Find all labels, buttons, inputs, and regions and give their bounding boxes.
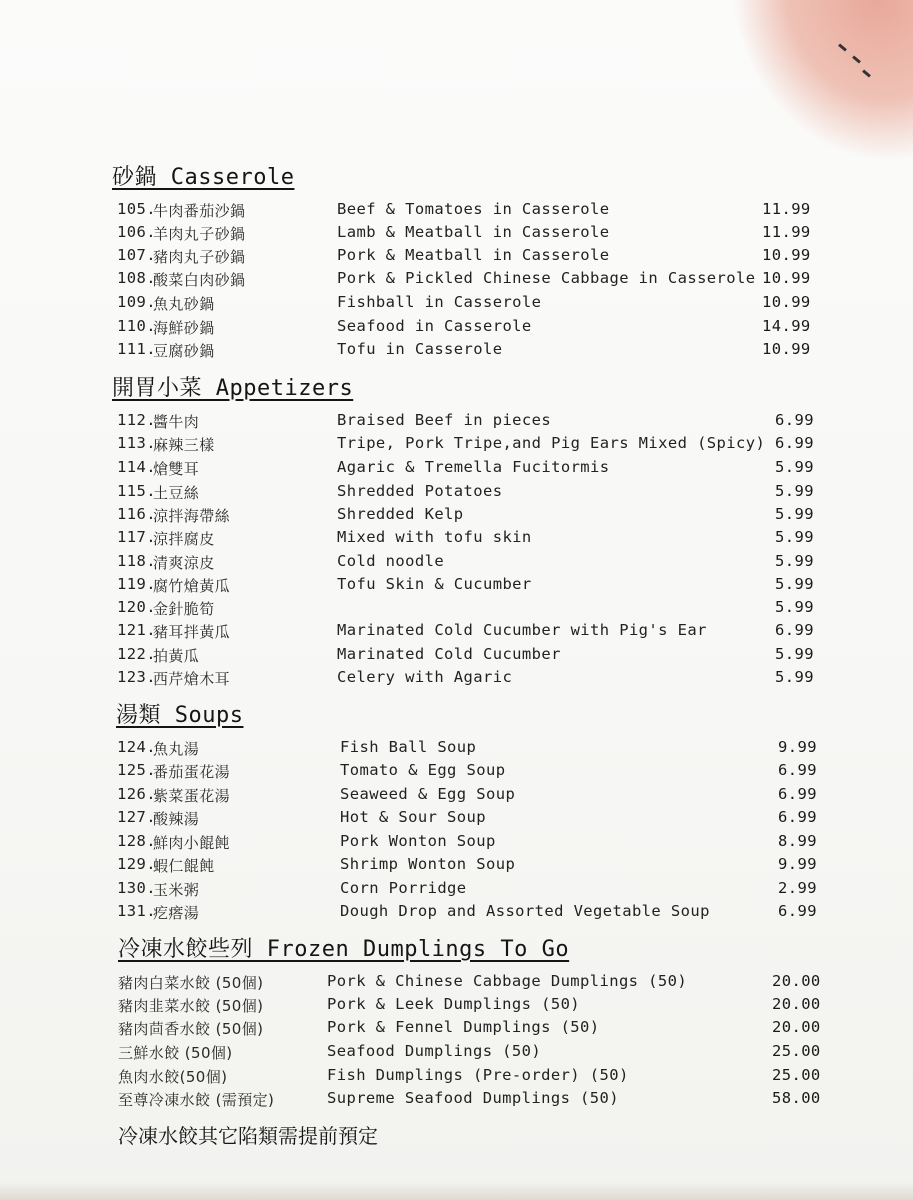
section-title: 湯類 Soups [116,703,244,728]
item-name-chinese: 酸菜白肉砂鍋 [153,271,246,289]
menu-item-row [0,293,913,317]
item-name-english: Hot & Sour Soup [340,808,486,826]
item-name-english: Seafood in Casserole [337,317,532,335]
item-name-chinese: 酸辣湯 [153,810,200,828]
item-price: 58.00 [772,1089,821,1107]
item-name-chinese: 豆腐砂鍋 [153,342,215,360]
item-name-chinese: 麻辣三樣 [153,436,215,454]
menu-item-row [0,200,913,224]
section-title: 砂鍋 Casserole [112,165,295,190]
item-number: 123. [117,668,156,686]
menu-item-row [0,269,913,293]
menu-item-row [0,411,913,435]
item-price: 10.99 [762,246,811,264]
item-number: 119. [117,575,156,593]
item-number: 105. [117,200,156,218]
item-name-chinese: 西芹熗木耳 [153,670,231,688]
item-number: 111. [117,340,156,358]
item-number: 112. [117,411,156,429]
item-name-english: Seafood Dumplings (50) [327,1042,542,1060]
item-name-english: Pork & Meatball in Casserole [337,246,610,264]
item-number: 126. [117,785,156,803]
menu-item-row [0,761,913,785]
item-number: 117. [117,528,156,546]
item-name-chinese: 魚肉水餃(50個) [118,1068,228,1086]
item-name-english: Seaweed & Egg Soup [340,785,516,803]
item-name-chinese: 熗雙耳 [153,460,200,478]
item-price: 14.99 [762,317,811,335]
item-name-chinese: 至尊冷凍水餃 (需預定) [118,1091,275,1109]
item-name-chinese: 豬肉白菜水餃 (50個) [118,974,264,992]
menu-item-row [0,552,913,576]
page-corner-shadow [722,0,913,195]
item-price: 5.99 [775,505,814,523]
menu-item-row [0,855,913,879]
item-price: 6.99 [778,808,817,826]
item-price: 5.99 [775,575,814,593]
menu-item-row [0,808,913,832]
menu-item-row [0,879,913,903]
menu-item-row [0,505,913,529]
item-name-chinese: 羊肉丸子砂鍋 [153,225,246,243]
menu-item-row [0,1089,913,1113]
item-name-english: Fish Dumplings (Pre-order) (50) [327,1066,629,1084]
item-price: 20.00 [772,1018,821,1036]
item-name-english: Tomato & Egg Soup [340,761,506,779]
item-name-chinese: 金針脆筍 [153,600,215,618]
menu-item-row [0,458,913,482]
menu-item-row [0,972,913,996]
item-name-english: Dough Drop and Assorted Vegetable Soup [340,902,710,920]
item-name-english: Cold noodle [337,552,445,570]
menu-item-row [0,621,913,645]
menu-item-row [0,1042,913,1066]
menu-item-row [0,340,913,364]
item-name-chinese: 涼拌腐皮 [153,530,215,548]
item-name-chinese: 醬牛肉 [153,413,200,431]
footer-note: 冷凍水餃其它陷類需提前預定 [118,1124,378,1148]
item-number: 113. [117,434,156,452]
item-number: 107. [117,246,156,264]
item-number: 124. [117,738,156,756]
item-name-english: Pork & Pickled Chinese Cabbage in Casserole [337,269,756,287]
item-price: 20.00 [772,972,821,990]
item-price: 5.99 [775,598,814,616]
item-price: 25.00 [772,1042,821,1060]
item-name-english: Marinated Cold Cucumber with Pig's Ear [337,621,707,639]
item-number: 114. [117,458,156,476]
item-name-english: Fishball in Casserole [337,293,542,311]
item-price: 11.99 [762,200,811,218]
item-number: 115. [117,482,156,500]
item-name-chinese: 魚丸湯 [153,740,200,758]
menu-item-row [0,598,913,622]
item-price: 5.99 [775,482,814,500]
item-price: 20.00 [772,995,821,1013]
item-price: 6.99 [778,761,817,779]
item-name-chinese: 豬肉茴香水餃 (50個) [118,1020,264,1038]
item-name-english: Beef & Tomatoes in Casserole [337,200,610,218]
item-number: 110. [117,317,156,335]
item-name-chinese: 鮮肉小餛飩 [153,834,231,852]
item-name-english: Tofu Skin & Cucumber [337,575,532,593]
item-price: 5.99 [775,552,814,570]
item-number: 116. [117,505,156,523]
menu-item-row [0,1018,913,1042]
menu-item-row [0,995,913,1019]
item-price: 11.99 [762,223,811,241]
item-number: 125. [117,761,156,779]
item-name-english: Braised Beef in pieces [337,411,552,429]
item-number: 109. [117,293,156,311]
item-price: 6.99 [775,434,814,452]
item-number: 128. [117,832,156,850]
item-name-english: Tripe, Pork Tripe,and Pig Ears Mixed (Spicy) [337,434,766,452]
item-name-english: Shrimp Wonton Soup [340,855,516,873]
item-name-english: Lamb & Meatball in Casserole [337,223,610,241]
item-name-english: Tofu in Casserole [337,340,503,358]
item-price: 9.99 [778,738,817,756]
item-name-chinese: 蝦仁餛飩 [153,857,215,875]
item-name-english: Mixed with tofu skin [337,528,532,546]
item-name-chinese: 牛肉番茄沙鍋 [153,202,246,220]
menu-item-row [0,785,913,809]
menu-item-row [0,317,913,341]
item-name-english: Shredded Kelp [337,505,464,523]
page-bottom-edge [0,1182,913,1200]
item-number: 130. [117,879,156,897]
item-price: 6.99 [778,785,817,803]
item-name-english: Corn Porridge [340,879,467,897]
menu-item-row [0,434,913,458]
item-number: 131. [117,902,156,920]
item-number: 108. [117,269,156,287]
item-name-chinese: 玉米粥 [153,881,200,899]
item-name-english: Pork & Chinese Cabbage Dumplings (50) [327,972,688,990]
item-name-chinese: 紫菜蛋花湯 [153,787,231,805]
item-name-english: Pork & Fennel Dumplings (50) [327,1018,600,1036]
menu-item-row [0,738,913,762]
item-name-chinese: 疙瘩湯 [153,904,200,922]
item-name-chinese: 三鮮水餃 (50個) [118,1044,233,1062]
item-name-chinese: 腐竹熗黃瓜 [153,577,231,595]
item-price: 2.99 [778,879,817,897]
menu-item-row [0,645,913,669]
item-price: 5.99 [775,668,814,686]
section-title: 冷凍水餃些列 Frozen Dumplings To Go [118,937,570,962]
item-number: 129. [117,855,156,873]
item-name-english: Celery with Agaric [337,668,513,686]
menu-item-row [0,246,913,270]
menu-item-row [0,902,913,926]
menu-item-row [0,668,913,692]
item-price: 5.99 [775,645,814,663]
item-name-chinese: 涼拌海帶絲 [153,507,231,525]
item-name-english: Pork Wonton Soup [340,832,496,850]
item-price: 9.99 [778,855,817,873]
item-price: 25.00 [772,1066,821,1084]
menu-item-row [0,575,913,599]
menu-item-row [0,832,913,856]
item-name-chinese: 豬肉丸子砂鍋 [153,248,246,266]
item-price: 10.99 [762,293,811,311]
item-name-english: Pork & Leek Dumplings (50) [327,995,581,1013]
item-name-chinese: 拍黃瓜 [153,647,200,665]
section-title: 開胃小菜 Appetizers [112,376,354,401]
item-name-chinese: 豬肉韭菜水餃 (50個) [118,997,264,1015]
item-name-chinese: 海鮮砂鍋 [153,319,215,337]
item-name-chinese: 魚丸砂鍋 [153,295,215,313]
item-name-english: Agaric & Tremella Fucitormis [337,458,610,476]
item-price: 5.99 [775,528,814,546]
item-name-chinese: 清爽涼皮 [153,554,215,572]
item-price: 5.99 [775,458,814,476]
item-price: 6.99 [775,621,814,639]
item-price: 8.99 [778,832,817,850]
item-price: 10.99 [762,269,811,287]
item-name-english: Supreme Seafood Dumplings (50) [327,1089,619,1107]
item-name-chinese: 豬耳拌黃瓜 [153,623,231,641]
menu-item-row [0,482,913,506]
item-price: 10.99 [762,340,811,358]
item-name-english: Shredded Potatoes [337,482,503,500]
menu-item-row [0,223,913,247]
menu-item-row [0,528,913,552]
item-name-chinese: 土豆絲 [153,484,200,502]
item-number: 106. [117,223,156,241]
item-number: 122. [117,645,156,663]
item-number: 121. [117,621,156,639]
menu-item-row [0,1066,913,1090]
item-price: 6.99 [778,902,817,920]
item-name-chinese: 番茄蛋花湯 [153,763,231,781]
item-number: 120. [117,598,156,616]
item-number: 127. [117,808,156,826]
item-name-english: Fish Ball Soup [340,738,477,756]
item-name-english: Marinated Cold Cucumber [337,645,561,663]
item-price: 6.99 [775,411,814,429]
item-number: 118. [117,552,156,570]
